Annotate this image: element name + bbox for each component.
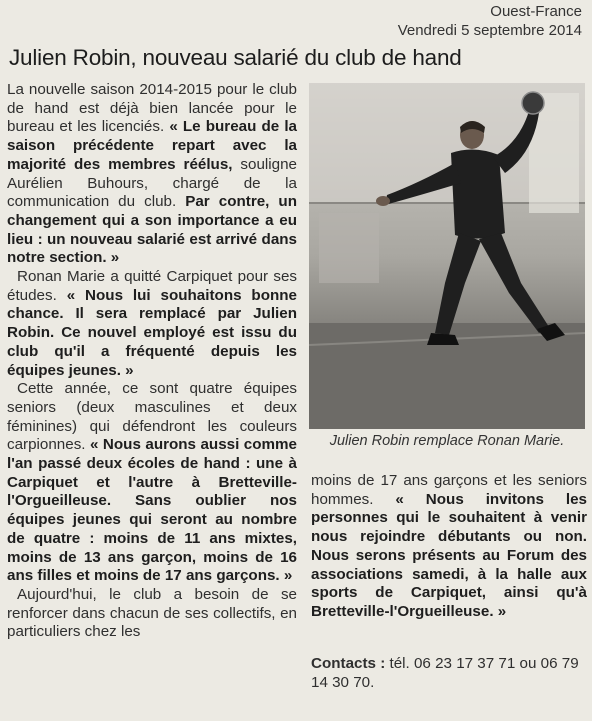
- paragraph-3: Cette année, ce sont quatre équipes seniors (deux masculines et deux féminines) qui défendront les couleurs carpionnes. « Nous aurons aussi comme l'an passé deux écoles de hand : une à Carpiquet et l'autre à Bretteville-l'Orgueilleuse. Sans oublier nos équipes jeunes qui seront au nombre de quatre : moins de 11 ans mixtes, moins de 13 ans garçon, moins de 16 ans filles et moins de 17 ans garçons. »: [7, 380, 297, 585]
- paragraph-2: Ronan Marie a quitté Carpiquet pour ses études. « Nous lui souhaitons bonne chance. Il sera remplacé par Julien Robin. Ce nouvel employé est issu du club qu'il a fréquenté depuis les équipes jeunes. »: [7, 268, 297, 379]
- newspaper-source: Ouest-France: [490, 3, 582, 20]
- article-headline: Julien Robin, nouveau salarié du club de hand: [9, 45, 462, 70]
- article-column-left: [7, 81, 297, 642]
- paragraph-1: La nouvelle saison 2014-2015 pour le club de hand est déjà bien lancée pour le bureau et les licenciés. « Le bureau de la saison précédente repart avec la majorité des membres réélus, souligne Aurélien Buhours, chargé de la communication du club. Par contre, un changement qui a son importance a eu lieu : un nouveau salarié est arrivé dans notre section. »: [7, 81, 298, 267]
- handball-player-photo: [309, 83, 585, 429]
- bleed-through-text: [230, 0, 360, 22]
- publication-date: Vendredi 5 septembre 2014: [397, 22, 582, 39]
- photo-caption: Julien Robin remplace Ronan Marie.: [329, 433, 565, 449]
- paragraph-4: Aujourd'hui, le club a besoin de se renforcer dans chacun de ses collectifs, en particuliers chez les: [7, 585, 297, 641]
- contacts-label: Contacts :: [311, 655, 386, 672]
- paragraph-5: moins de 17 ans garçons et les seniors hommes. « Nous invitons les personnes qui le souhaitent à venir nous rejoindre débutants ou non. Nous serons présents au Forum des associations samedi, à la halle aux sports de Carpiquet, ainsi qu'à Bretteville-l'Orgueilleuse. »: [311, 472, 587, 620]
- article-column-right: [311, 472, 587, 622]
- contacts-block: [311, 655, 587, 692]
- contacts-phone-numbers: tél. 06 23 17 37 71 ou 06 79 14 30 70.: [311, 655, 579, 691]
